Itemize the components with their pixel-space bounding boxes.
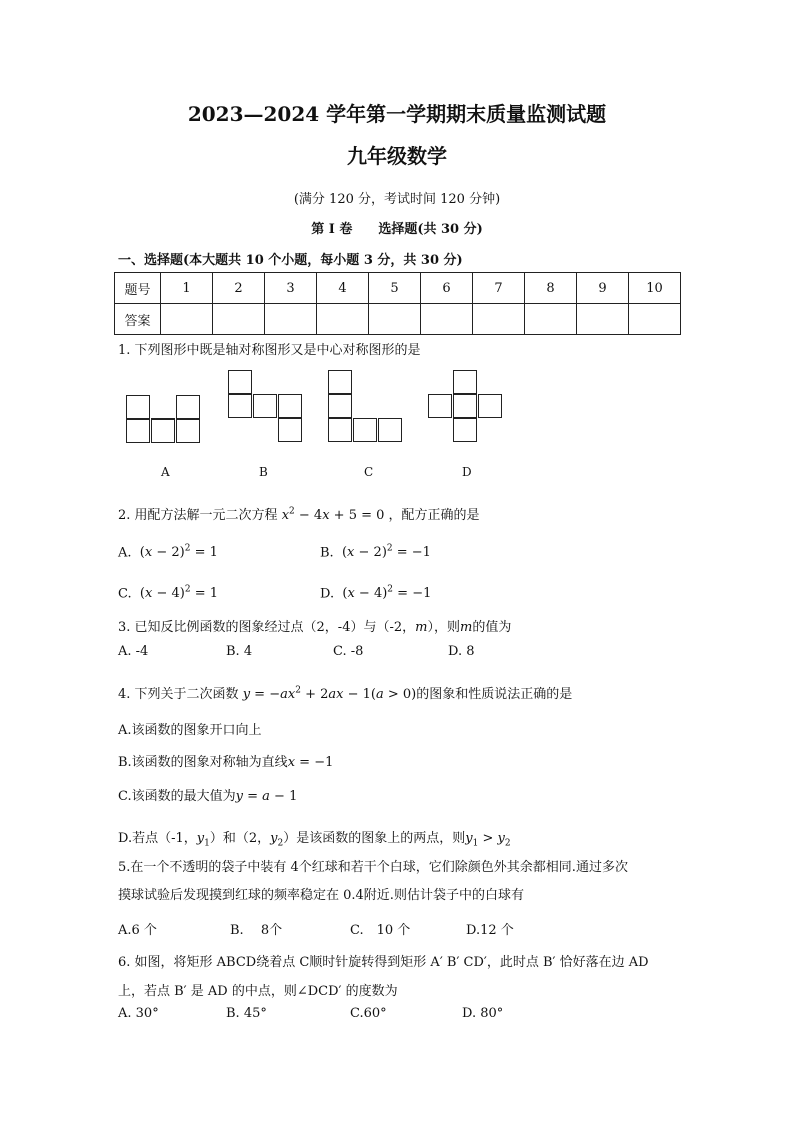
answer-cell[interactable] — [213, 304, 265, 335]
q6-option-b[interactable]: B. 45° — [226, 1006, 267, 1021]
answer-cell[interactable] — [629, 304, 681, 335]
q3-option-d[interactable]: D. 8 — [448, 644, 475, 659]
q6-line2: 上，若点 B′ 是 AD 的中点，则∠DCD′ 的度数为 — [118, 984, 398, 999]
figure-d-label: D — [462, 465, 472, 479]
q2-option-d[interactable] — [320, 585, 431, 601]
q2-option-b-math: $(x - 2)^2 = -1$ — [337, 544, 431, 561]
q5-option-a[interactable]: A.6 个 — [118, 923, 157, 938]
answer-table — [114, 272, 681, 335]
q3-stem-b: ），则 — [427, 620, 460, 635]
figure-c — [328, 370, 408, 450]
answer-cell[interactable] — [369, 304, 421, 335]
q5-option-d[interactable]: D.12 个 — [466, 923, 514, 938]
q3-stem-c: 的值为 — [472, 620, 512, 635]
q2-option-c-math: $(x - 4)^2 = 1$ — [135, 585, 218, 602]
answer-cell[interactable] — [525, 304, 577, 335]
option-label: B. — [320, 545, 334, 561]
q6-line1: 6. 如图，将矩形 ABCD绕着点 C顺时针旋转得到矩形 A′ B′ CD′，此时点 B′ 恰好落在边 AD — [118, 955, 649, 970]
q4-option-b[interactable] — [118, 751, 333, 770]
q5-line2: 摸球试验后发现摸到红球的频率稳定在 0.4附近.则估计袋子中的白球有 — [118, 888, 524, 903]
q5-option-b[interactable]: B. 8个 — [230, 923, 283, 938]
q2-option-c[interactable] — [118, 585, 218, 601]
exam-note: (满分 120 分，考试时间 120 分钟) — [293, 192, 501, 207]
q2-stem-prefix: 2. 用配方法解一元二次方程 — [118, 508, 278, 523]
figure-a-label: A — [161, 465, 170, 479]
q3-stem-a: 3. 已知反比例函数的图象经过点（2，-4）与（-2， — [118, 620, 416, 635]
q4-option-c[interactable] — [118, 785, 297, 804]
table-cell: 7 — [473, 273, 525, 304]
q3-option-a[interactable]: A. -4 — [118, 644, 149, 659]
q4-option-d[interactable] — [118, 827, 511, 849]
q4-option-c-math: y = a − 1 — [235, 789, 298, 804]
q2-equation: $x^2 - 4x + 5 = 0$ — [281, 506, 385, 523]
table-cell: 2 — [213, 273, 265, 304]
option-label: A. — [118, 545, 132, 561]
figure-b — [228, 370, 308, 450]
table-cell: 6 — [421, 273, 473, 304]
answer-cell[interactable] — [161, 304, 213, 335]
q4-y1: $y_1$ — [196, 831, 210, 849]
table-cell: 8 — [525, 273, 577, 304]
table-cell: 5 — [369, 273, 421, 304]
q3-option-b[interactable]: B. 4 — [226, 644, 253, 659]
q3-var-m2: m — [459, 620, 473, 635]
q6-option-d[interactable]: D. 80° — [462, 1006, 504, 1021]
q6-option-c[interactable]: C.60° — [350, 1006, 387, 1021]
table-cell: 4 — [317, 273, 369, 304]
q4-stem — [118, 683, 572, 702]
q2-stem-suffix: ，配方正确的是 — [388, 508, 480, 523]
option-text: B.该函数的图象对称轴为直线 — [118, 755, 288, 770]
option-text: ）是该函数的图象上的两点，则 — [283, 831, 466, 846]
q6-option-a[interactable]: A. 30° — [118, 1006, 159, 1021]
table-cell: 9 — [577, 273, 629, 304]
exam-title: 2023—2024 学年第一学期期末质量监测试题 — [187, 102, 607, 126]
section-title: 第 I 卷 选择题(共 30 分) — [311, 222, 483, 237]
q4-y2: $y_2$ — [270, 831, 284, 849]
table-cell: 10 — [629, 273, 681, 304]
answer-cell[interactable] — [265, 304, 317, 335]
option-text: ）和（2， — [209, 831, 271, 846]
answer-cell[interactable] — [317, 304, 369, 335]
answer-cell[interactable] — [577, 304, 629, 335]
figure-a — [126, 395, 206, 450]
q1-stem: 1. 下列图形中既是轴对称图形又是中心对称图形的是 — [118, 343, 421, 358]
q4-function: $y = -ax^2 + 2ax - 1(a > 0)$ — [242, 685, 417, 702]
q5-line1: 5.在一个不透明的袋子中装有 4个红球和若干个白球，它们除颜色外其余都相同.通过多次 — [118, 860, 628, 875]
option-label: C. — [118, 586, 132, 602]
q4-stem-suffix: 的图象和性质说法正确的是 — [416, 687, 573, 702]
exam-subtitle: 九年级数学 — [347, 144, 447, 168]
q4-option-d-math: $y_1 > y_2$ — [465, 831, 511, 849]
q4-stem-prefix: 4. 下列关于二次函数 — [118, 687, 239, 702]
q5-option-c[interactable]: C. 10 个 — [350, 923, 411, 938]
option-text: D.若点（-1， — [118, 831, 197, 846]
answer-cell[interactable] — [473, 304, 525, 335]
q3-option-c[interactable]: C. -8 — [333, 644, 364, 659]
table-cell: 3 — [265, 273, 317, 304]
table-cell: 1 — [161, 273, 213, 304]
figure-d — [428, 370, 508, 450]
table-cell: 题号 — [115, 273, 161, 304]
q2-option-d-math: $(x - 4)^2 = -1$ — [338, 585, 432, 602]
q3-stem — [118, 616, 511, 635]
q3-var-m: m — [415, 620, 428, 635]
figure-c-label: C — [364, 465, 374, 479]
option-text: C.该函数的最大值为 — [118, 789, 236, 804]
q4-option-b-math: x = −1 — [287, 755, 334, 770]
q2-option-a[interactable] — [118, 544, 218, 560]
part-heading: 一、选择题(本大题共 10 个小题，每小题 3 分，共 30 分) — [118, 253, 463, 268]
table-row — [115, 273, 681, 304]
q2-option-a-math: $(x - 2)^2 = 1$ — [135, 544, 218, 561]
table-cell: 答案 — [115, 304, 161, 335]
figure-b-label: B — [259, 465, 268, 479]
option-label: D. — [320, 586, 335, 602]
q4-option-a[interactable]: A.该函数的图象开口向上 — [118, 723, 262, 738]
table-row — [115, 304, 681, 335]
q2-option-b[interactable] — [320, 544, 431, 560]
answer-cell[interactable] — [421, 304, 473, 335]
q2-stem — [118, 504, 480, 523]
